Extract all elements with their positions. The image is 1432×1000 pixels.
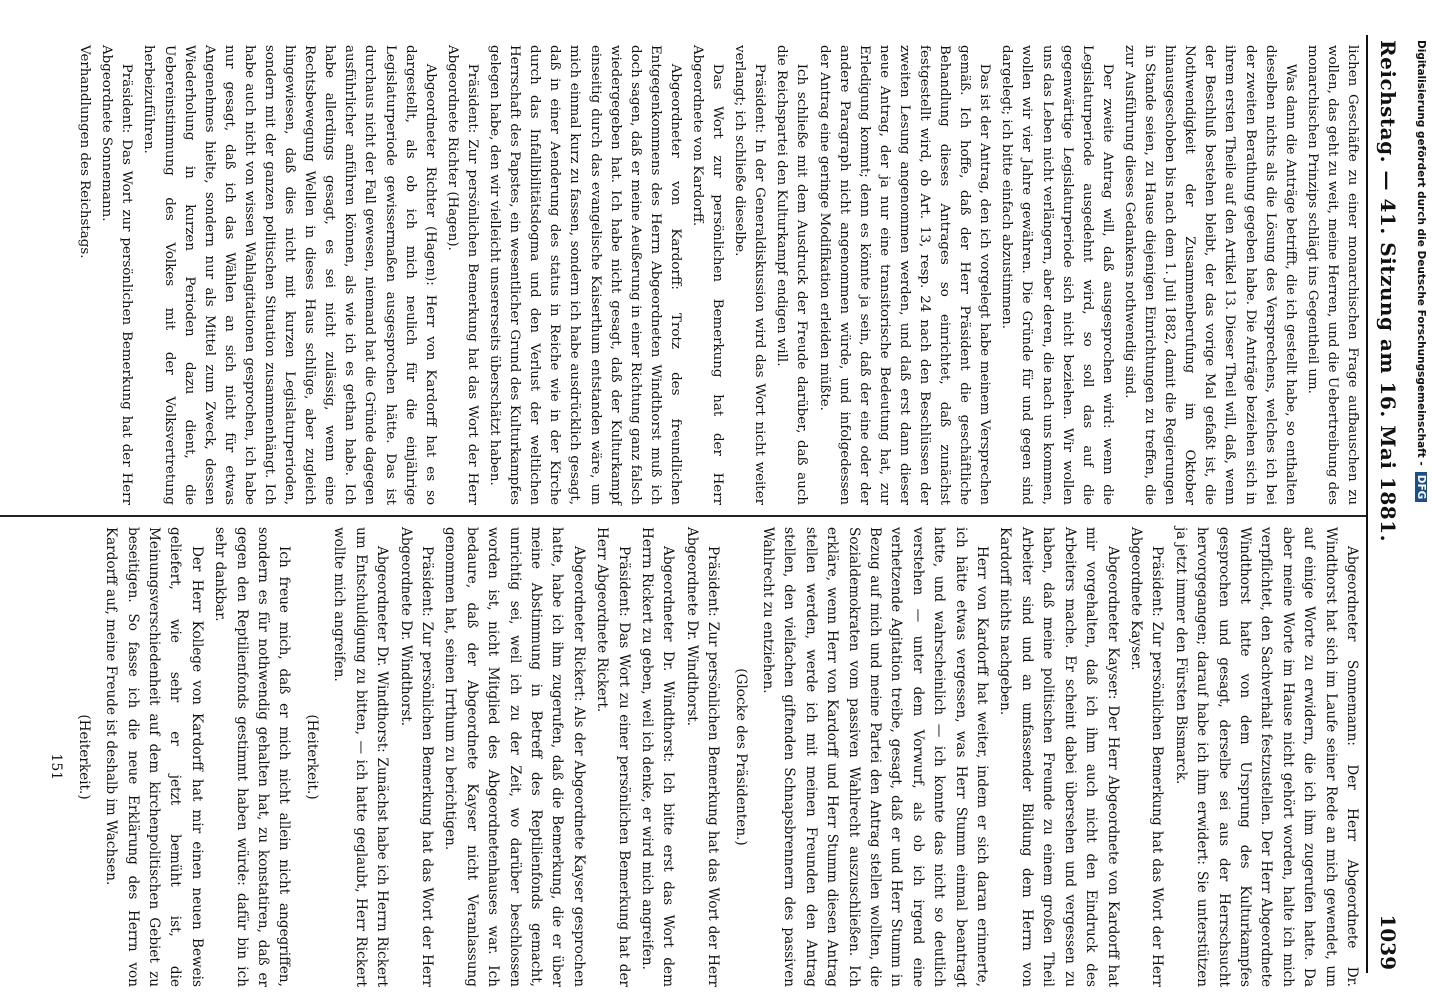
paragraph: Präsident: Das Wort zu einer persönlichen Bemerkung hat der Herr Abgeordnete Rickert.: [594, 527, 632, 987]
paragraph: Ich schließe mit dem Ausdruck der Freude darüber, daß auch die Reichspartei den Kulturkampf endigen will.: [774, 45, 810, 505]
paragraph: Ich freue mich, daß er mich nicht allein nicht angegriffen, sondern es für nothwendig gehalten hat, zu konstatiren, daß er gegen den Reptilienfonds gestimmt haben würde: dafür bin ich sehr dankbar.: [212, 527, 293, 987]
running-title: Reichstag. — 41. Sitzung am 16. Mai 1881.: [1376, 40, 1400, 543]
signature-mark: 151: [48, 753, 65, 781]
paragraph: Präsident: Zur persönlichen Bemerkung hat das Wort der Herr Abgeordnete Dr. Windthorst.: [397, 527, 435, 987]
right-column: [43, 527, 1362, 987]
paragraph: Abgeordneter Richter (Hagen): Herr von Kardorff hat es so dargestellt, als ob ich mich neulich für die einjährige Legislaturperiode gewissermaßen ausgesprochen hätte. Das ist durchaus nicht der Fall gewesen, niemand hat die Gründe dagegen ausführlicher anführen können, als wie ich es gethan habe. Ich habe allerdings gesagt, es sei nicht zulässig, wenn eine Rechtsbewegung Wellen in dieses Haus schlüge, aber zugleich hingewiesen, daß dies nicht mit kurzen Legislaturperioden, sondern mit der ganzen politischen Situation zusammenhängt. Ich habe auch nicht von wissen Wahlagitationen gesprochen, ich habe nur gesagt, daß ich das Wählen an sich nicht für etwas Angenehmes hielte, sondern nur als Mittel zum Zweck, dessen Wiederholung in kurzen Perioden dazu dient, die Uebereinstimmung des Volkes mit der Volksvertretung herbeizuführen.: [141, 45, 438, 505]
paragraph: Abgeordneter Dr. Windthorst: Zunächst habe ich Herrn Rickert um Entschuldigung zu bitten, — ich hatte geglaubt, Herr Rickert wollte mich angreifen.: [331, 527, 391, 987]
paragraph: lichen Geschäfte zu einer monarchischen Frage aufbauschen zu wollen, das geht zu weit, meine Herren, und die Uebertreibung des monarchischen Prinzips schlägt ins Gegentheil um.: [1304, 45, 1360, 505]
paragraph: Abgeordneter Sonnemann: Der Herr Abgeordnete Dr. Windthorst hat sich im Laufe seiner Rede an mich gewendet, um auf einige Worte zu erwidern, die ich ihm zugerufen hatte. Da aber meine Worte im Hause nicht gehört worden, halte ich mich verpflichtet, den Sachverhalt festzustellen. Der Herr Abgeordnete Windthorst hatte von dem Ursprung des Kulturkampfes gesprochen und gesagt, derselbe sei aus der Herrschsucht hervorgegangen; darauf habe ich ihm erwidert: Sie unterstützen ja jetzt immer den Fürsten Bismarck.: [1172, 527, 1360, 987]
paragraph: Was dann die Anträge betrifft, die ich gestellt habe, so enthalten dieselben nichts als die Lösung des Versprechens, welches ich bei der zweiten Berathung gegeben habe. Die Anträge beziehen sich in ihrem ersten Theile auf den Artikel 13. Dieser Theil will, daß, wenn der Beschluß bestehen bleibt, der das vorige Mal gefaßt ist, die Nothwendigkeit der Zusammenberufung im Oktober hinausgeschoben bis nach dem 1. Juli 1882, damit die Regierungen in Stande seien, zu Hause diejenigen Einrichtungen zu treffen, die zur Ausführung dieses Gedankens nothwendig sind.: [1121, 45, 1298, 505]
paragraph: Der Herr Kollege von Kardorff hat mir einen neuen Beweis geliefert, wie sehr er jetzt bemüht ist, die Meinungsverschiedenheit auf dem kirchenpolitischen Gebiet zu beseitigen. So fasse ich die neue Erklärung des Herrn von Kardorff auf, meine Freude ist deshalb im Wachsen.: [103, 527, 205, 987]
left-column: [72, 45, 1362, 505]
header-rule: [1366, 35, 1368, 973]
paragraph: Das Wort zur persönlichen Bemerkung hat der Herr Abgeordnete von Kardorff.: [690, 45, 726, 505]
paragraph: Präsident: Zur persönlichen Bemerkung hat das Wort der Herr Abgeordnete Dr. Windthorst.: [683, 527, 722, 987]
stage-direction: (Heiterkeit.): [75, 714, 92, 800]
credit-text: Digitalisierung gefördert durch die Deutsche Forschungsgemeinschaft -: [1415, 40, 1427, 466]
paragraph: Präsident: Das Wort zur persönlichen Bemerkung hat der Herr Abgeordnete Sonnemann.: [99, 45, 135, 505]
digitization-credit: [1412, 40, 1430, 970]
column-divider: [0, 515, 1366, 517]
dfg-logo: DFG: [1415, 472, 1427, 503]
stage-direction: (Heiterkeit.): [303, 714, 320, 800]
paragraph: Präsident: Zur persönlichen Bemerkung hat das Wort der Herr Abgeordnete Richter (Hagen).: [444, 45, 480, 505]
page-number: 1039: [1376, 914, 1400, 970]
stage-direction: (Glocke des Präsidenten.): [732, 668, 749, 846]
page-header: [1370, 40, 1400, 970]
paragraph: Präsident: In der Generaldiskussion wird das Wort nicht weiter verlangt; ich schließe dieselbe.: [732, 45, 768, 505]
paragraph: Abgeordneter von Kardorff: Trotz des freundlichen Entgegenkommens des Herrn Abgeordneten Windthorst muß ich doch sagen, daß er meine Aeußerung in einer Richtung ganz falsch wiedergegeben hat. Ich habe nicht gesagt, daß der Kulturkampf einseitig durch das evangelische Kaiserthum entstanden wäre, um mich einmal kurz zu fassen, sondern ich habe ausdrücklich gesagt, daß in einer Aenderung des status in Reiche wie in der Kirche durch das Infallibilitätsdogma und den Verlust der weltlichen Herrschaft des Papstes, ein wesentlicher Grund des Kulturkampfes gelegen habe, den wir vielleicht unsererseits überschätzt haben.: [487, 45, 683, 505]
paragraph: Abgeordneter Rickert: Als der Abgeordnete Kayser gesprochen hatte, habe ich ihm zugerufen, daß die Bemerkung, die er über meine Abstimmung in Betreff des Reptilienfonds gemacht, unrichtig sei, weil ich zu der Zeit, wo darüber beschlossen worden ist, nicht Mitglied des Abgeordnetenhauses war. Ich bedaure, daß der Abgeordnete Kayser nicht Veranlassung genommen hat, seinen Irrthum zu berichtigen.: [442, 527, 587, 987]
paragraph: Das ist der Antrag, den ich vorgelegt habe meinem Versprechen gemäß. Ich hoffe, daß der Herr Präsident die geschäftliche Behandlung dieses Antrages so einrichtet, daß zunächst festgestellt wird, ob Art. 13, resp. 24 nach den Beschlüssen der zweiten Lesung angenommen werden, und daß erst dann dieser neue Antrag, der ja nur eine transitorische Bedeutung hat, zur Erledigung kommt; denn es könnte ja sein, daß der eine oder der andere Paragraph nicht angenommen würde, und infolgedessen der Antrag eine geringe Modifikation erleiden müßte.: [816, 45, 993, 505]
paragraph: Herr von Kardorff hat weiter, indem er sich daran erinnerte, ich hätte etwas vergessen, was Herr Stumm einmal beantragt hatte, und wahrscheinlich — ich konnte das nicht so deutlich verstehen — unter dem Vorwurf, als ob ich irgend eine verhetzende Agitation treibe, gesagt, daß er und Herr Stumm in Bezug auf mich und meine Partei den Antrag stellen wollten, die Sozialdemokraten vom passiven Wahlrecht auszuschließen. Ich erkläre, wenn Herr von Kardorff und Herr Stumm diesen Antrag stellen werden, werde ich mit meinen Freunden den Antrag stellen, den vielfachen giftenden Schnapsbrennern des passiven Wahlrecht zu entziehen.: [760, 527, 991, 987]
footer-note: Verhandlungen des Reichstags.: [77, 45, 93, 259]
paragraph: Präsident: Zur persönlichen Bemerkung hat das Wort der Herr Abgeordnete Kayser.: [1127, 527, 1166, 987]
paragraph: Abgeordneter Dr. Windthorst: Ich bitte erst das Wort dem Herrn Rickert zu geben, weil ich denke, er wird mich angreifen.: [639, 527, 677, 987]
paragraph: Abgeordneter Kayser: Der Herr Abgeordnete von Kardorff hat mir vorgehalten, daß ich ihm auch nicht den Eindruck des Arbeiters mache. Er scheint dabei übersehen und vergessen zu haben, daß meine politischen Freunde zu einem großen Theil Arbeiter sind und an umfassender Bildung dem Herrn von Kardorff nichts nachgeben.: [997, 527, 1121, 987]
paragraph: Der zweite Antrag will, daß ausgesprochen wird: wenn die Legislaturperiode ausgedehnt wird, so soll das auf die gegenwärtige Legislaturperiode sich nicht beziehen. Wir wollen uns das Leben nicht verlängern, aber deren, die nach uns kommen, wollen wir vier Jahre gewähren. Die Gründe für und gegen sind dargelegt; ich bitte einfach abzustimmen.: [999, 45, 1115, 505]
